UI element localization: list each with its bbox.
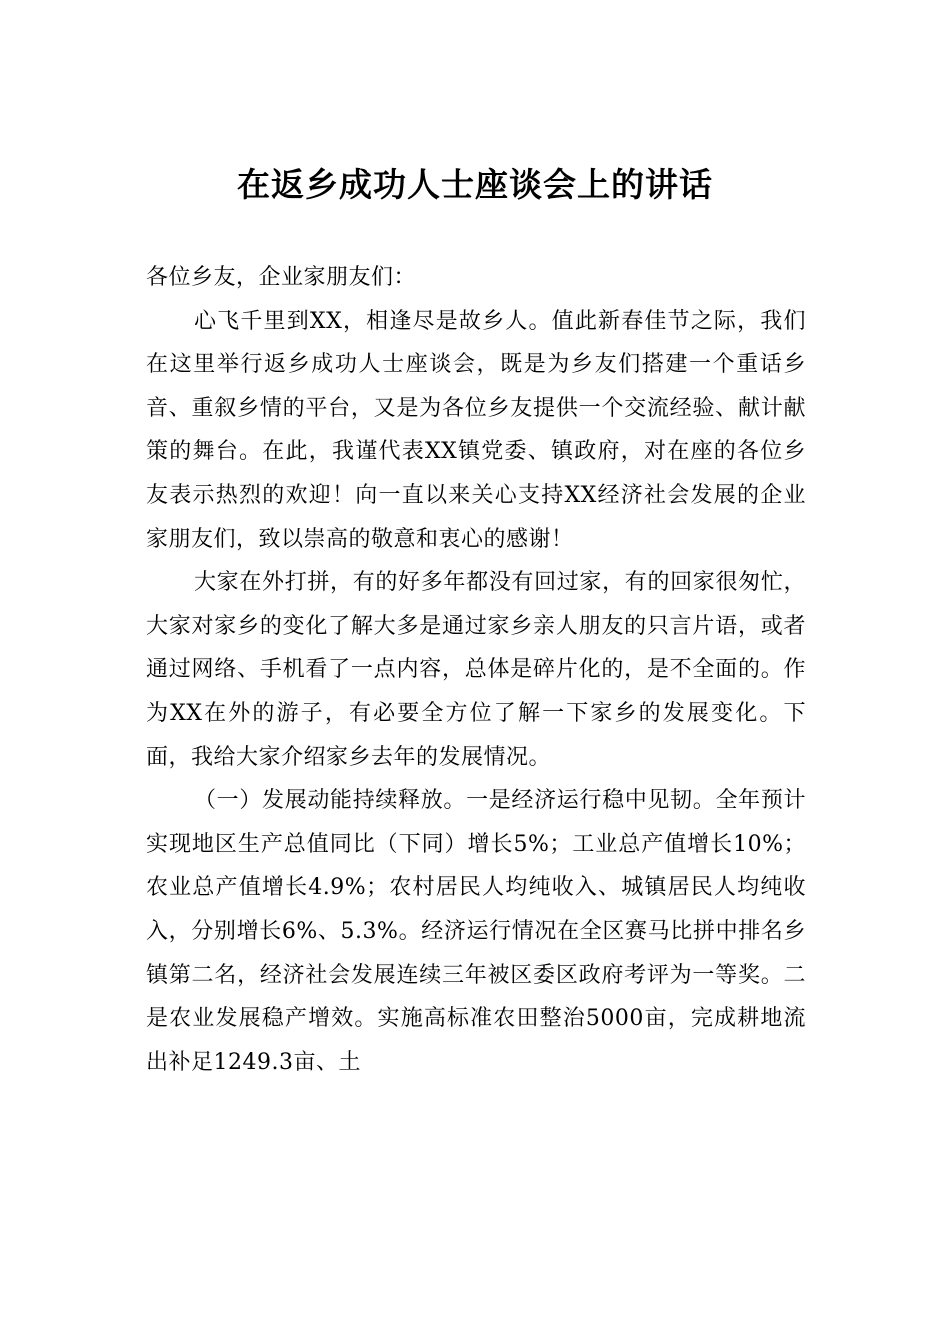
document-body <box>146 256 806 1084</box>
salutation: 各位乡友，企业家朋友们： <box>146 265 417 290</box>
paragraph-welcome: 心飞千里到XX，相逢尽是故乡人。值此新春佳节之际，我们在这里举行返乡成功人士座谈会，既是为乡友们搭建一个重话乡音、重叙乡情的平台，又是为各位乡友提供一个交流经验、献计献策的舞台。在此，我谨代表XX镇党委、镇政府，对在座的各位乡友表示热烈的欢迎！向一直以来关心支持XX经济社会发展的企业家朋友们，致以崇高的敬意和衷心的感谢！ <box>146 308 806 552</box>
paragraph-development: （一）发展动能持续释放。一是经济运行稳中见韧。全年预计实现地区生产总值同比（下同）增长5%；工业总产值增长10%；农业总产值增长4.9%；农村居民人均纯收入、城镇居民人均纯收入，分别增长6%、5.3%。经济运行情况在全区赛马比拼中排名乡镇第二名，经济社会发展连续三年被区委区政府考评为一等奖。二是农业发展稳产增效。实施高标准农田整治5000亩，完成耕地流出补足1249.3亩、土 <box>146 788 806 1075</box>
document-title: 在返乡成功人士座谈会上的讲话 <box>237 165 713 204</box>
paragraph-introduction: 大家在外打拼，有的好多年都没有回过家，有的回家很匆忙，大家对家乡的变化了解大多是通过家乡亲人朋友的只言片语，或者通过网络、手机看了一点内容，总体是碎片化的，是不全面的。作为XX在外的游子，有必要全方位了解一下家乡的发展变化。下面，我给大家介绍家乡去年的发展情况。 <box>146 570 806 770</box>
